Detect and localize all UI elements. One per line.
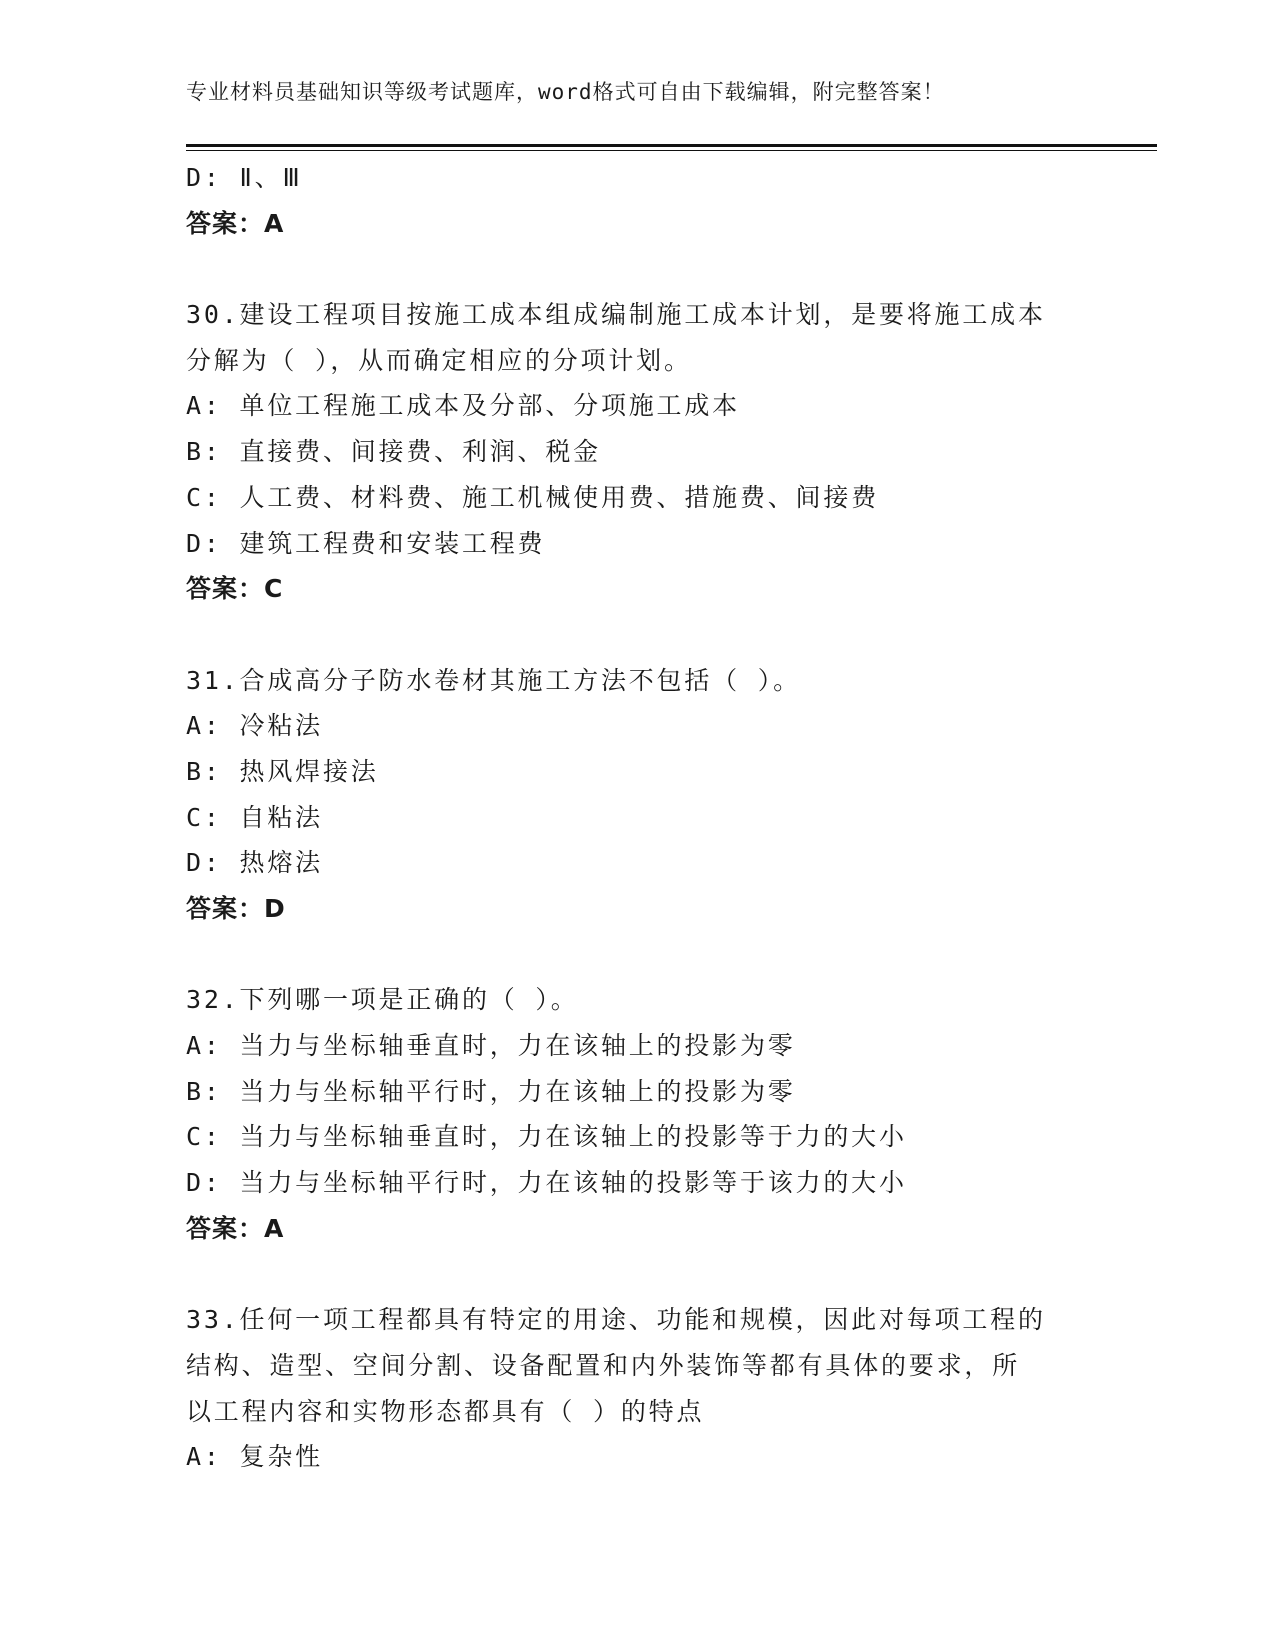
q33-stem-line1: 33.任何一项工程都具有特定的用途、功能和规模，因此对每项工程的 [186, 1305, 1046, 1335]
q30-answer: 答案：C [186, 574, 284, 604]
spacer [186, 932, 1086, 978]
q32-option-a: A: 当力与坐标轴垂直时，力在该轴上的投影为零 [186, 1031, 796, 1061]
q31-option-b: B: 热风焊接法 [186, 756, 379, 786]
q30-option-d: D: 建筑工程费和安装工程费 [186, 528, 546, 558]
q30-option-c: C: 人工费、材料费、施工机械使用费、措施费、间接费 [186, 482, 879, 512]
q32-option-d: D: 当力与坐标轴平行时，力在该轴的投影等于该力的大小 [186, 1168, 907, 1198]
prev-answer: 答案：A [186, 208, 285, 238]
q30-stem-line2: 分解为（ ），从而确定相应的分项计划。 [186, 345, 692, 375]
q33-stem-line3: 以工程内容和实物形态都具有（ ）的特点 [186, 1396, 705, 1426]
q33-option-a: A: 复杂性 [186, 1442, 323, 1472]
q32-option-c: C: 当力与坐标轴垂直时，力在该轴上的投影等于力的大小 [186, 1122, 907, 1152]
prev-option-d: D: Ⅱ、Ⅲ [186, 163, 303, 192]
spacer [186, 612, 1086, 658]
q32-stem-line1: 32.下列哪一项是正确的（ ）。 [186, 985, 579, 1015]
q32-answer: 答案：A [186, 1213, 285, 1243]
q31-answer: 答案：D [186, 894, 286, 923]
header-rule-thin [186, 150, 1157, 151]
q33-stem-line2: 结构、造型、空间分割、设备配置和内外装饰等都有具体的要求，所 [186, 1350, 1021, 1380]
q31-stem-line1: 31.合成高分子防水卷材其施工方法不包括（ ）。 [186, 665, 801, 695]
spacer [186, 246, 1086, 292]
q31-option-a: A: 冷粘法 [186, 711, 323, 741]
q30-stem-line1: 30.建设工程项目按施工成本组成编制施工成本计划，是要将施工成本 [186, 300, 1046, 330]
header-rule-thick [186, 144, 1157, 147]
q31-option-d: D: 热熔法 [186, 848, 323, 878]
question-content [186, 155, 1086, 1480]
q30-option-b: B: 直接费、间接费、利润、税金 [186, 437, 601, 467]
q32-option-b: B: 当力与坐标轴平行时，力在该轴上的投影为零 [186, 1076, 796, 1106]
q30-option-a: A: 单位工程施工成本及分部、分项施工成本 [186, 391, 740, 421]
spacer [186, 1252, 1086, 1298]
page-header: 专业材料员基础知识等级考试题库，word格式可自由下载编辑，附完整答案！ [186, 80, 945, 104]
q31-option-c: C: 自粘法 [186, 802, 323, 832]
